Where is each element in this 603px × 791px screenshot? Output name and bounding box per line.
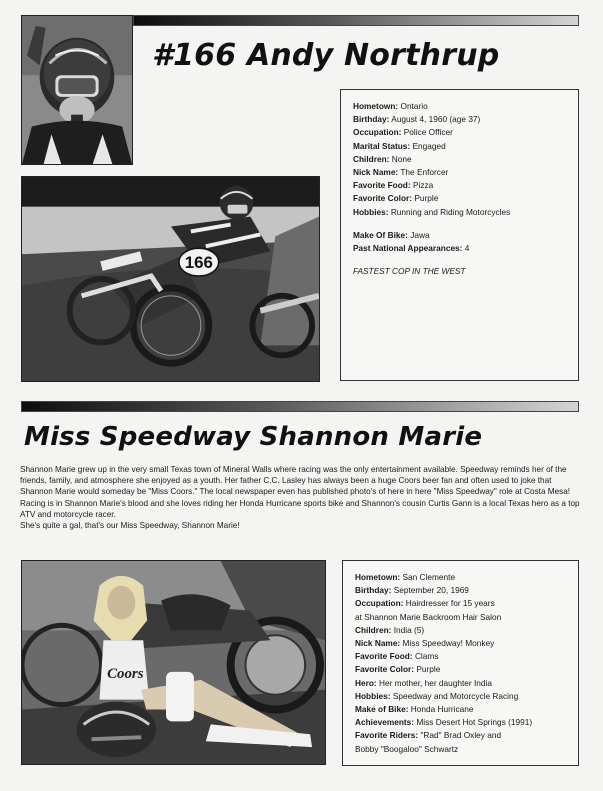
- story-paragraph: She's quite a gal, that's our Miss Speedway, Shannon Marie!: [20, 521, 240, 531]
- info-row: Favorite Color: Purple: [353, 193, 439, 204]
- shannon-story: [20, 464, 586, 531]
- info-row: Past National Appearances: 4: [353, 243, 470, 254]
- info-row: Children: None: [353, 153, 412, 164]
- info-row: Hobbies: Speedway and Motorcycle Racing: [355, 690, 519, 701]
- info-row: Favorite Color: Purple: [355, 664, 441, 675]
- info-row: Favorite Riders: "Rad" Brad Oxley and: [355, 730, 502, 741]
- shirt-logo-text: Coors: [107, 665, 144, 682]
- andy-portrait-photo: [21, 15, 133, 165]
- info-row: Birthday: August 4, 1960 (age 37): [353, 114, 481, 125]
- info-row: Birthday: September 20, 1969: [355, 585, 469, 596]
- shannon-title: Miss Speedway Shannon Marie: [24, 422, 483, 452]
- shannon-header-bar: [21, 401, 579, 412]
- story-paragraph: Shannon Marie grew up in the very small Texas town of Mineral Walls where racing was the only entertainment available. Speedway reminds her of the friends, family, and atmosphere she enjoyed as a youth. Her father C.C. Lasley has always been a huge Coors beer fan and often used to joke that Shannon Marie would someday be "Miss Coors." The local newspaper even has published photo's of here in here "Miss Speedway" role at Costa Mesa!: [20, 465, 571, 497]
- andy-tagline: FASTEST COP IN THE WEST: [353, 266, 466, 277]
- info-row: Make of Bike: Honda Hurricane: [355, 704, 474, 715]
- info-row: Achievements: Miss Desert Hot Springs (1991): [355, 717, 533, 728]
- info-row: Children: India (5): [355, 624, 425, 635]
- info-row: Hometown: Ontario: [353, 101, 428, 111]
- info-row: at Shannon Marie Backroom Hair Salon: [355, 611, 502, 622]
- shannon-photo: [21, 560, 326, 765]
- info-row: Favorite Food: Clams: [355, 651, 439, 662]
- info-row: Hobbies: Running and Riding Motorcycles: [353, 206, 511, 217]
- shannon-info-box: [342, 560, 579, 766]
- info-row: Hometown: San Clemente: [355, 572, 456, 582]
- andy-info-box: [340, 89, 579, 381]
- info-row: Bobby "Boogaloo" Schwartz: [355, 743, 459, 754]
- info-row: Favorite Food: Pizza: [353, 180, 434, 191]
- andy-header-bar: [133, 15, 579, 26]
- andy-racing-photo: [21, 176, 320, 382]
- info-row: Nick Name: Miss Speedway! Monkey: [355, 638, 495, 649]
- info-row: Nick Name: The Enforcer: [353, 167, 449, 178]
- info-row: Occupation: Police Officer: [353, 127, 453, 138]
- info-row: Make Of Bike: Jawa: [353, 229, 430, 240]
- info-row: Hero: Her mother, her daughter India: [355, 677, 492, 688]
- info-row: Occupation: Hairdresser for 15 years: [355, 598, 495, 609]
- story-paragraph: Racing is in Shannon Marie's blood and she loves riding her Honda Hurricane sports bike and Shannon's cousin Curtis Gann is a local Texas hero as a top ATV and motorcycle racer.: [20, 498, 580, 519]
- bike-number-plate: 166: [184, 253, 213, 273]
- andy-title: #166 Andy Northrup: [152, 38, 500, 73]
- info-row: Marital Status: Engaged: [353, 140, 446, 151]
